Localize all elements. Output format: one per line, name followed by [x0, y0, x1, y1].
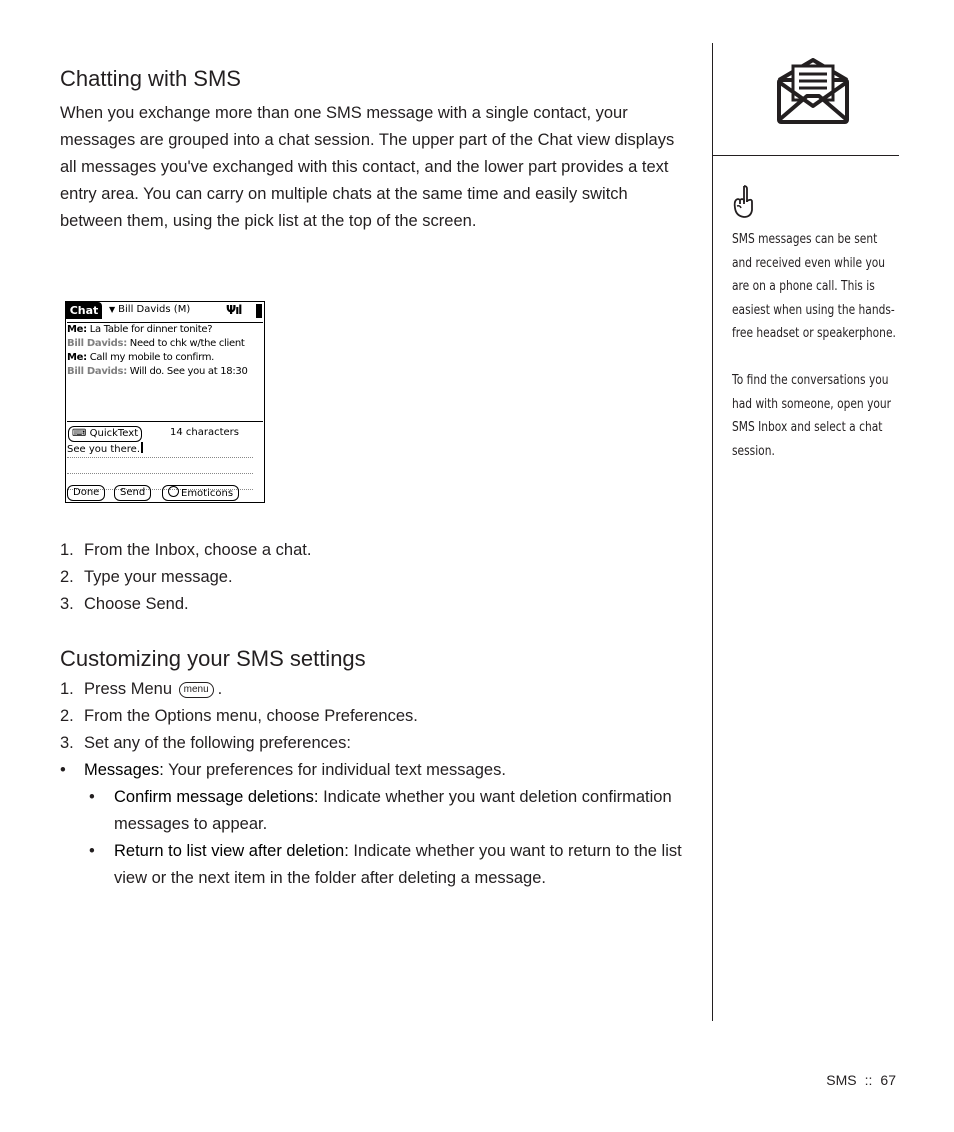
messages-subitems [60, 784, 710, 892]
footer-section: SMS [826, 1072, 857, 1088]
step-text: Set any of the following preferences: [84, 734, 351, 752]
step-number: 3. [60, 734, 74, 752]
smiley-icon [168, 486, 179, 497]
done-button[interactable]: Done [67, 485, 105, 501]
term-description: Your preferences for individual text messages. [163, 761, 506, 779]
step-text: Press Menu [84, 680, 173, 698]
chat-message [67, 337, 263, 351]
send-button[interactable]: Send [114, 485, 151, 501]
message-sender: Me: [67, 352, 87, 363]
chat-message [67, 365, 263, 379]
message-sender: Bill Davids: [67, 338, 127, 349]
term: Return to list view after deletion: [114, 842, 349, 860]
step-number: 1. [60, 680, 74, 698]
term-description: Indicate whether you want to return to the list view or the next item in the folder after deleting a message. [114, 842, 682, 887]
page-footer [826, 1072, 896, 1088]
sidebar-divider [712, 43, 713, 1021]
entry-text: See you there. [67, 444, 141, 455]
step-number: 2. [60, 707, 74, 725]
main-column [60, 66, 700, 235]
step-end: . [217, 680, 223, 698]
list-item [60, 703, 710, 730]
settings-section [60, 646, 710, 892]
footer-separator: :: [864, 1072, 873, 1088]
bullet: • [60, 761, 66, 779]
step-number: 1. [60, 541, 74, 559]
step-text: From the Options menu, choose Preferences. [84, 707, 418, 725]
message-sender: Bill Davids: [67, 366, 127, 377]
chat-message [67, 323, 263, 337]
list-item [60, 838, 710, 892]
list-item [60, 676, 710, 703]
list-item [60, 537, 700, 564]
emoticons-label: Emoticons [181, 488, 234, 499]
chat-message [67, 351, 263, 365]
message-history [67, 322, 263, 422]
term: Messages: [84, 761, 164, 779]
message-sender: Me: [67, 324, 87, 335]
list-item [60, 757, 710, 784]
step-text: Choose Send. [84, 595, 189, 613]
chat-header [66, 302, 264, 321]
envelope-icon [777, 58, 849, 124]
step-number: 2. [60, 568, 74, 586]
list-item [60, 730, 710, 757]
tip-note: SMS messages can be sent and received even while you are on a phone call. This is easiest when using the hands-free headset or speakerphone. [732, 232, 896, 341]
intro-paragraph: When you exchange more than one SMS message with a single contact, your messages are grouped into a chat session. The upper part of the Chat view displays all messages you've exchanged with this contact, and the lower part provides a text entry area. You can carry on multiple chats at the same time and easily switch between them, using the pick list at the top of the screen. [60, 104, 675, 230]
page-number: 67 [880, 1072, 896, 1088]
emoticons-button[interactable] [162, 485, 239, 501]
pointing-hand-icon [732, 184, 754, 220]
message-text: Need to chk w/the client [126, 338, 245, 349]
term: Confirm message deletions: [114, 788, 319, 806]
settings-steps [60, 676, 710, 784]
sidebar-rule [712, 155, 899, 156]
quicktext-label: QuickText [89, 428, 139, 439]
tip-note: To find the conversations you had with someone, open your SMS Inbox and select a chat session. [732, 373, 892, 459]
message-text: La Table for dinner tonite? [86, 324, 213, 335]
step-text: Type your message. [84, 568, 233, 586]
battery-icon [256, 304, 262, 318]
sidebar-notes [732, 228, 900, 487]
section-heading-settings: Customizing your SMS settings [60, 646, 366, 671]
message-entry-field[interactable] [67, 442, 253, 490]
menu-key-icon: menu [179, 682, 214, 698]
bullet: • [89, 842, 95, 860]
character-count: 14 characters [170, 427, 239, 438]
message-text: Will do. See you at 18:30 [126, 366, 248, 377]
step-number: 3. [60, 595, 74, 613]
chat-title-tab: Chat [66, 302, 102, 319]
entry-line [67, 458, 253, 474]
signal-icon: Ψıl [226, 303, 242, 317]
chat-screenshot [65, 301, 265, 503]
chat-steps [60, 537, 700, 618]
section-heading-chatting: Chatting with SMS [60, 66, 241, 91]
dropdown-triangle-icon: ▼ [109, 305, 116, 314]
step-text: From the Inbox, choose a chat. [84, 541, 312, 559]
quicktext-button[interactable] [68, 426, 142, 442]
list-item [60, 564, 700, 591]
chat-steps-block [60, 537, 700, 618]
entry-line [67, 442, 253, 458]
message-text: Call my mobile to confirm. [86, 352, 215, 363]
contact-name: Bill Davids (M) [118, 304, 191, 315]
quicktext-icon: ⌨ [72, 428, 90, 439]
list-item [60, 784, 710, 838]
contact-picklist [109, 304, 190, 315]
term-description: Indicate whether you want deletion confirmation messages to appear. [114, 788, 672, 833]
list-item [60, 591, 700, 618]
text-cursor [141, 442, 143, 453]
bullet: • [89, 788, 95, 806]
